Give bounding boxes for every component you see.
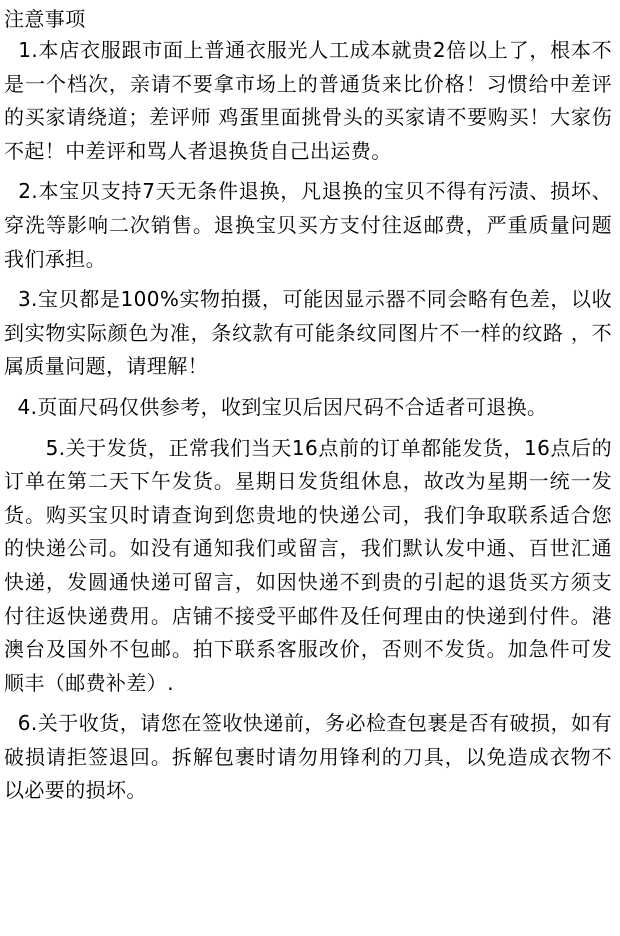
paragraph-gap	[4, 384, 612, 391]
indent	[4, 179, 18, 203]
indent	[4, 395, 18, 419]
notice-item-2-text: 2.本宝贝支持7天无条件退换，凡退换的宝贝不得有污渍、损坏、穿洗等影响二次销售。退换宝贝买方支付往返邮费，严重质量问题我们承担。	[4, 179, 613, 271]
notice-item-2	[4, 175, 612, 276]
indent	[4, 436, 46, 460]
indent	[4, 287, 18, 311]
notice-item-4	[4, 391, 612, 425]
notice-item-3	[4, 283, 612, 384]
notice-item-4-text: 4.页面尺码仅供参考，收到宝贝后因尺码不合适者可退换。	[17, 394, 548, 419]
notice-item-6	[4, 707, 612, 808]
notice-item-1	[4, 34, 612, 168]
paragraph-gap	[4, 168, 612, 175]
notice-item-3-text: 3.宝贝都是100%实物拍摄，可能因显示器不同会略有色差，以收到实物实际颜色为准，条纹款有可能条纹同图片不一样的纹路 ，不属质量问题，请理解！	[4, 287, 612, 379]
notice-title: 注意事项	[4, 7, 86, 31]
notice-item-1-text: 1.本店衣服跟市面上普通衣服光人工成本就贵2倍以上了，根本不是一个档次，亲请不要拿市场上的普通货来比价格！习惯给中差评的买家请绕道；差评师 鸡蛋里面挑骨头的买家请不要购买！大家伤不起！中差评和骂人者退换货自己出运费。	[4, 38, 613, 163]
notice-item-5-text: 5.关于发货，正常我们当天16点前的订单都能发货，16点后的订单在第二天下午发货。星期日发货组休息，故改为星期一统一发货。购买宝贝时请查询到您贵地的快递公司，我们争取联系适合您的快递公司。如没有通知我们或留言，我们默认发中通、百世汇通快递，发圆通快递可留言，如因快递不到贵的引起的退货买方须支付往返快递费用。店铺不接受平邮件及任何理由的快递到付件。港澳台及国外不包邮。拍下联系客服改价，否则不发货。加急件可发顺丰（邮费补差）.	[4, 435, 613, 695]
paragraph-gap	[4, 425, 612, 432]
notice-item-5	[4, 432, 612, 701]
indent	[4, 38, 18, 62]
notice-item-6-text: 6.关于收货，请您在签收快递前，务必检查包裹是否有破损，如有破损请拒签退回。拆解包裹时请勿用锋利的刀具，以免造成衣物不以必要的损坏。	[4, 711, 612, 803]
paragraph-gap	[4, 700, 612, 707]
indent	[4, 711, 18, 735]
paragraph-gap	[4, 276, 612, 283]
